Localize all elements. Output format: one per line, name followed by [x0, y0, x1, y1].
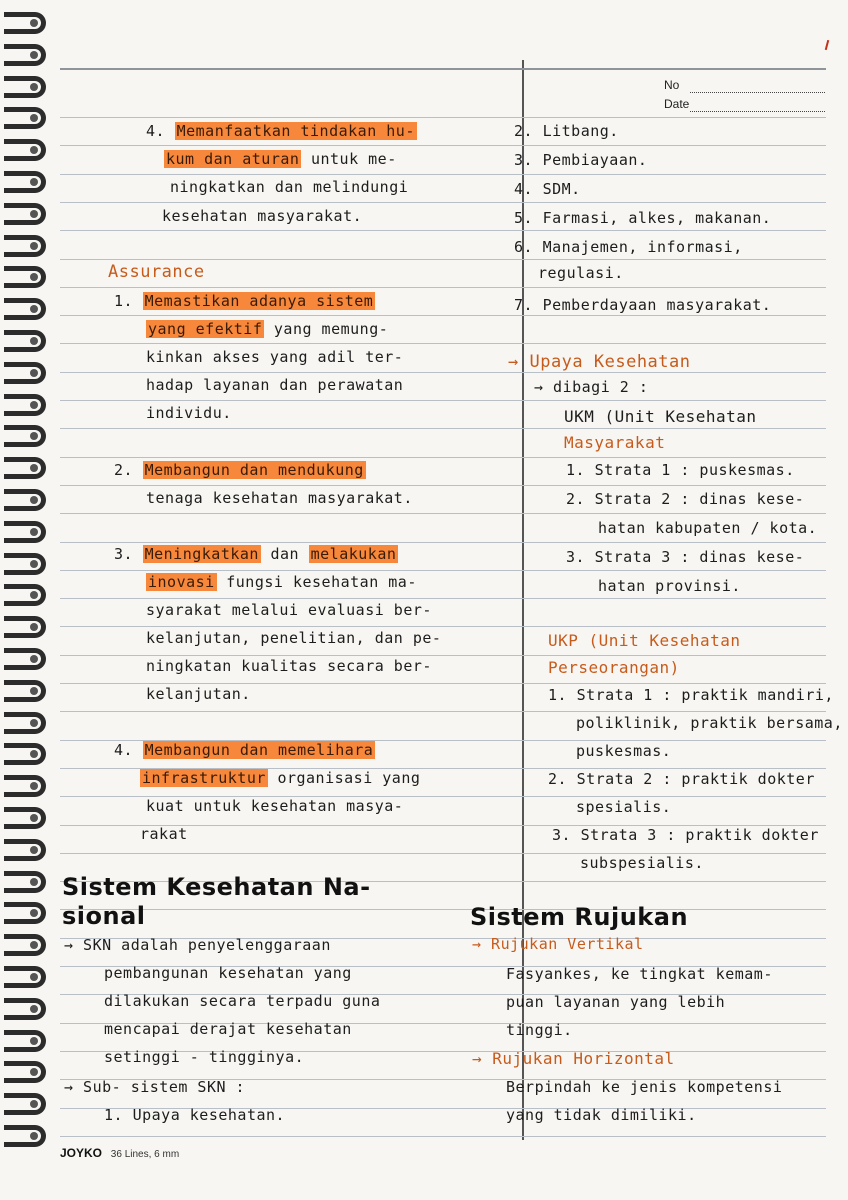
ukp-item: poliklinik, praktik bersama,: [576, 714, 843, 732]
spiral-ring: [4, 12, 46, 34]
ruled-line: [60, 372, 826, 373]
ruled-line: [60, 117, 826, 118]
binding-hole: [30, 719, 38, 727]
ukp-item: 1. Strata 1 : praktik mandiri,: [548, 686, 834, 704]
ukm-item: hatan provinsi.: [598, 577, 741, 595]
spiral-ring: [4, 1125, 46, 1147]
right-list-item: 2. Litbang.: [514, 122, 619, 140]
binding-hole: [30, 528, 38, 536]
item3-line5: ningkatan kualitas secara ber-: [146, 657, 432, 675]
ruled-line: [60, 711, 826, 712]
binding-hole: [30, 496, 38, 504]
item3-line2: inovasi fungsi kesehatan ma-: [148, 573, 417, 591]
right-list-item: 6. Manajemen, informasi,: [514, 238, 743, 256]
binding-hole: [30, 337, 38, 345]
ruled-line: [60, 428, 826, 429]
spiral-binding: [0, 0, 52, 1200]
spiral-ring: [4, 298, 46, 320]
ukm-item: 3. Strata 3 : dinas kese-: [566, 548, 805, 566]
ukp-heading-line1: UKP (Unit Kesehatan: [548, 631, 741, 650]
spiral-ring: [4, 489, 46, 511]
skn-line2: pembangunan kesehatan yang: [104, 964, 352, 982]
upaya-heading: → Upaya Kesehatan: [508, 352, 691, 372]
ruled-line: [60, 315, 826, 316]
binding-hole: [30, 242, 38, 250]
rujukan-title: Sistem Rujukan: [470, 903, 689, 931]
spiral-ring: [4, 76, 46, 98]
paper-spec: 36 Lines, 6 mm: [110, 1149, 180, 1160]
skn-title-line1: Sistem Kesehatan Na-: [62, 873, 371, 901]
binding-hole: [30, 178, 38, 186]
item1-line1: 1. Memastikan adanya sistem: [114, 292, 374, 310]
horizontal-line: Berpindah ke jenis kompetensi: [506, 1078, 783, 1096]
spiral-ring: [4, 203, 46, 225]
item4b-line3: kuat untuk kesehatan masya-: [146, 797, 404, 815]
ukp-heading-line2: Perseorangan): [548, 658, 680, 677]
ruled-line: [60, 655, 826, 656]
spiral-ring: [4, 839, 46, 861]
ruled-line: [60, 570, 826, 571]
item3-line4: kelanjutan, penelitian, dan pe-: [146, 629, 442, 647]
skn-line4: mencapai derajat kesehatan: [104, 1020, 352, 1038]
ruled-line: [60, 909, 826, 910]
item1-line5: individu.: [146, 404, 232, 422]
vertikal-line: puan layanan yang lebih: [506, 993, 726, 1011]
ruled-line: [60, 683, 826, 684]
item4b-line1: 4. Membangun dan memelihara: [114, 741, 374, 759]
red-ink-mark: [825, 40, 830, 50]
item4a-line2: kum dan aturan untuk me-: [166, 150, 397, 168]
spiral-ring: [4, 775, 46, 797]
spiral-ring: [4, 807, 46, 829]
ukp-item: spesialis.: [576, 798, 672, 816]
spiral-ring: [4, 553, 46, 575]
ukp-item: 2. Strata 2 : praktik dokter: [548, 770, 815, 788]
skn-line3: dilakukan secara terpadu guna: [104, 992, 381, 1010]
item2-line1: 2. Membangun dan mendukung: [114, 461, 364, 479]
item3-line6: kelanjutan.: [146, 685, 251, 703]
binding-hole: [30, 51, 38, 59]
spiral-ring: [4, 330, 46, 352]
item4a-line1: 4. Memanfaatkan tindakan hu-: [146, 122, 415, 140]
binding-hole: [30, 655, 38, 663]
skn-subsystem-line: → Sub- sistem SKN :: [64, 1078, 246, 1096]
ruled-line: [60, 287, 826, 288]
spiral-ring: [4, 871, 46, 893]
binding-hole: [30, 1037, 38, 1045]
ruled-line: [60, 457, 826, 458]
spiral-ring: [4, 394, 46, 416]
ruled-line: [60, 259, 826, 260]
spiral-ring: [4, 902, 46, 924]
assurance-heading: Assurance: [108, 262, 205, 282]
ruled-line: [60, 145, 826, 146]
spiral-ring: [4, 616, 46, 638]
item1-line3: kinkan akses yang adil ter-: [146, 348, 404, 366]
no-label: No: [664, 78, 680, 92]
ukp-item: subspesialis.: [580, 854, 704, 872]
binding-hole: [30, 369, 38, 377]
binding-hole: [30, 1005, 38, 1013]
spiral-ring: [4, 934, 46, 956]
ruled-line: [60, 513, 826, 514]
binding-hole: [30, 19, 38, 27]
spiral-ring: [4, 648, 46, 670]
spiral-ring: [4, 107, 46, 129]
spiral-ring: [4, 1061, 46, 1083]
horizontal-heading: → Rujukan Horizontal: [472, 1049, 675, 1068]
dibagi-line: → dibagi 2 :: [534, 378, 649, 396]
spiral-ring: [4, 680, 46, 702]
item3-line1: 3. Meningkatkan dan melakukan: [114, 545, 397, 563]
binding-hole: [30, 401, 38, 409]
skn-line5: setinggi - tingginya.: [104, 1048, 305, 1066]
skn-line1: → SKN adalah penyelenggaraan: [64, 936, 331, 954]
right-list-item: 5. Farmasi, alkes, makanan.: [514, 209, 772, 227]
ruled-line: [60, 853, 826, 854]
date-label: Date: [664, 97, 690, 111]
spiral-ring: [4, 139, 46, 161]
vertikal-line: Fasyankes, ke tingkat kemam-: [506, 965, 773, 983]
item4b-line2: infrastruktur organisasi yang: [142, 769, 421, 787]
binding-hole: [30, 846, 38, 854]
binding-hole: [30, 83, 38, 91]
ruled-line: [60, 1136, 826, 1137]
ruled-line: [60, 485, 826, 486]
paper-footer: [60, 1146, 179, 1160]
binding-hole: [30, 1132, 38, 1140]
binding-hole: [30, 814, 38, 822]
item4a-line4: kesehatan masyarakat.: [162, 207, 363, 225]
ruled-line: [60, 542, 826, 543]
right-list-item: 4. SDM.: [514, 180, 581, 198]
ukm-item: 2. Strata 2 : dinas kese-: [566, 490, 805, 508]
ruled-line: [60, 343, 826, 344]
ruled-line: [60, 230, 826, 231]
ruled-line: [60, 598, 826, 599]
spiral-ring: [4, 966, 46, 988]
skn-title-line2: sional: [62, 902, 146, 930]
spiral-ring: [4, 1093, 46, 1115]
spiral-ring: [4, 712, 46, 734]
spiral-ring: [4, 743, 46, 765]
spiral-ring: [4, 521, 46, 543]
vertikal-line: tinggi.: [506, 1021, 573, 1039]
right-list-item: 7. Pemberdayaan masyarakat.: [514, 296, 772, 314]
spiral-ring: [4, 1030, 46, 1052]
spiral-ring: [4, 998, 46, 1020]
binding-hole: [30, 687, 38, 695]
right-list-item: regulasi.: [538, 264, 624, 282]
ukm-heading-line2: Masyarakat: [564, 433, 666, 452]
spiral-ring: [4, 584, 46, 606]
right-list-item: 3. Pembiayaan.: [514, 151, 648, 169]
item1-line2: yang efektif yang memung-: [148, 320, 389, 338]
spiral-ring: [4, 266, 46, 288]
ruled-line: [60, 68, 826, 70]
spiral-ring: [4, 171, 46, 193]
binding-hole: [30, 560, 38, 568]
brand-logo: JOYKO: [60, 1146, 103, 1160]
item3-line3: syarakat melalui evaluasi ber-: [146, 601, 432, 619]
ukp-item: puskesmas.: [576, 742, 672, 760]
item2-line2: tenaga kesehatan masyarakat.: [146, 489, 413, 507]
ukm-heading-line1: UKM (Unit Kesehatan: [564, 407, 757, 426]
spiral-ring: [4, 235, 46, 257]
spiral-ring: [4, 362, 46, 384]
ruled-line: [60, 626, 826, 627]
binding-hole: [30, 210, 38, 218]
spiral-ring: [4, 457, 46, 479]
item4b-line4: rakat: [140, 825, 188, 843]
item4a-line3: ningkatkan dan melindungi: [170, 178, 409, 196]
ukm-item: hatan kabupaten / kota.: [598, 519, 818, 537]
ukp-item: 3. Strata 3 : praktik dokter: [552, 826, 819, 844]
binding-hole: [30, 973, 38, 981]
ruled-line: [60, 400, 826, 401]
ruled-line: [60, 174, 826, 175]
ruled-line: [60, 202, 826, 203]
spiral-ring: [4, 425, 46, 447]
vertikal-heading: → Rujukan Vertikal: [472, 935, 644, 953]
skn-sub1-line: 1. Upaya kesehatan.: [104, 1106, 286, 1124]
ukm-item: 1. Strata 1 : puskesmas.: [566, 461, 795, 479]
binding-hole: [30, 878, 38, 886]
horizontal-line: yang tidak dimiliki.: [506, 1106, 697, 1124]
spiral-ring: [4, 44, 46, 66]
item1-line4: hadap layanan dan perawatan: [146, 376, 404, 394]
